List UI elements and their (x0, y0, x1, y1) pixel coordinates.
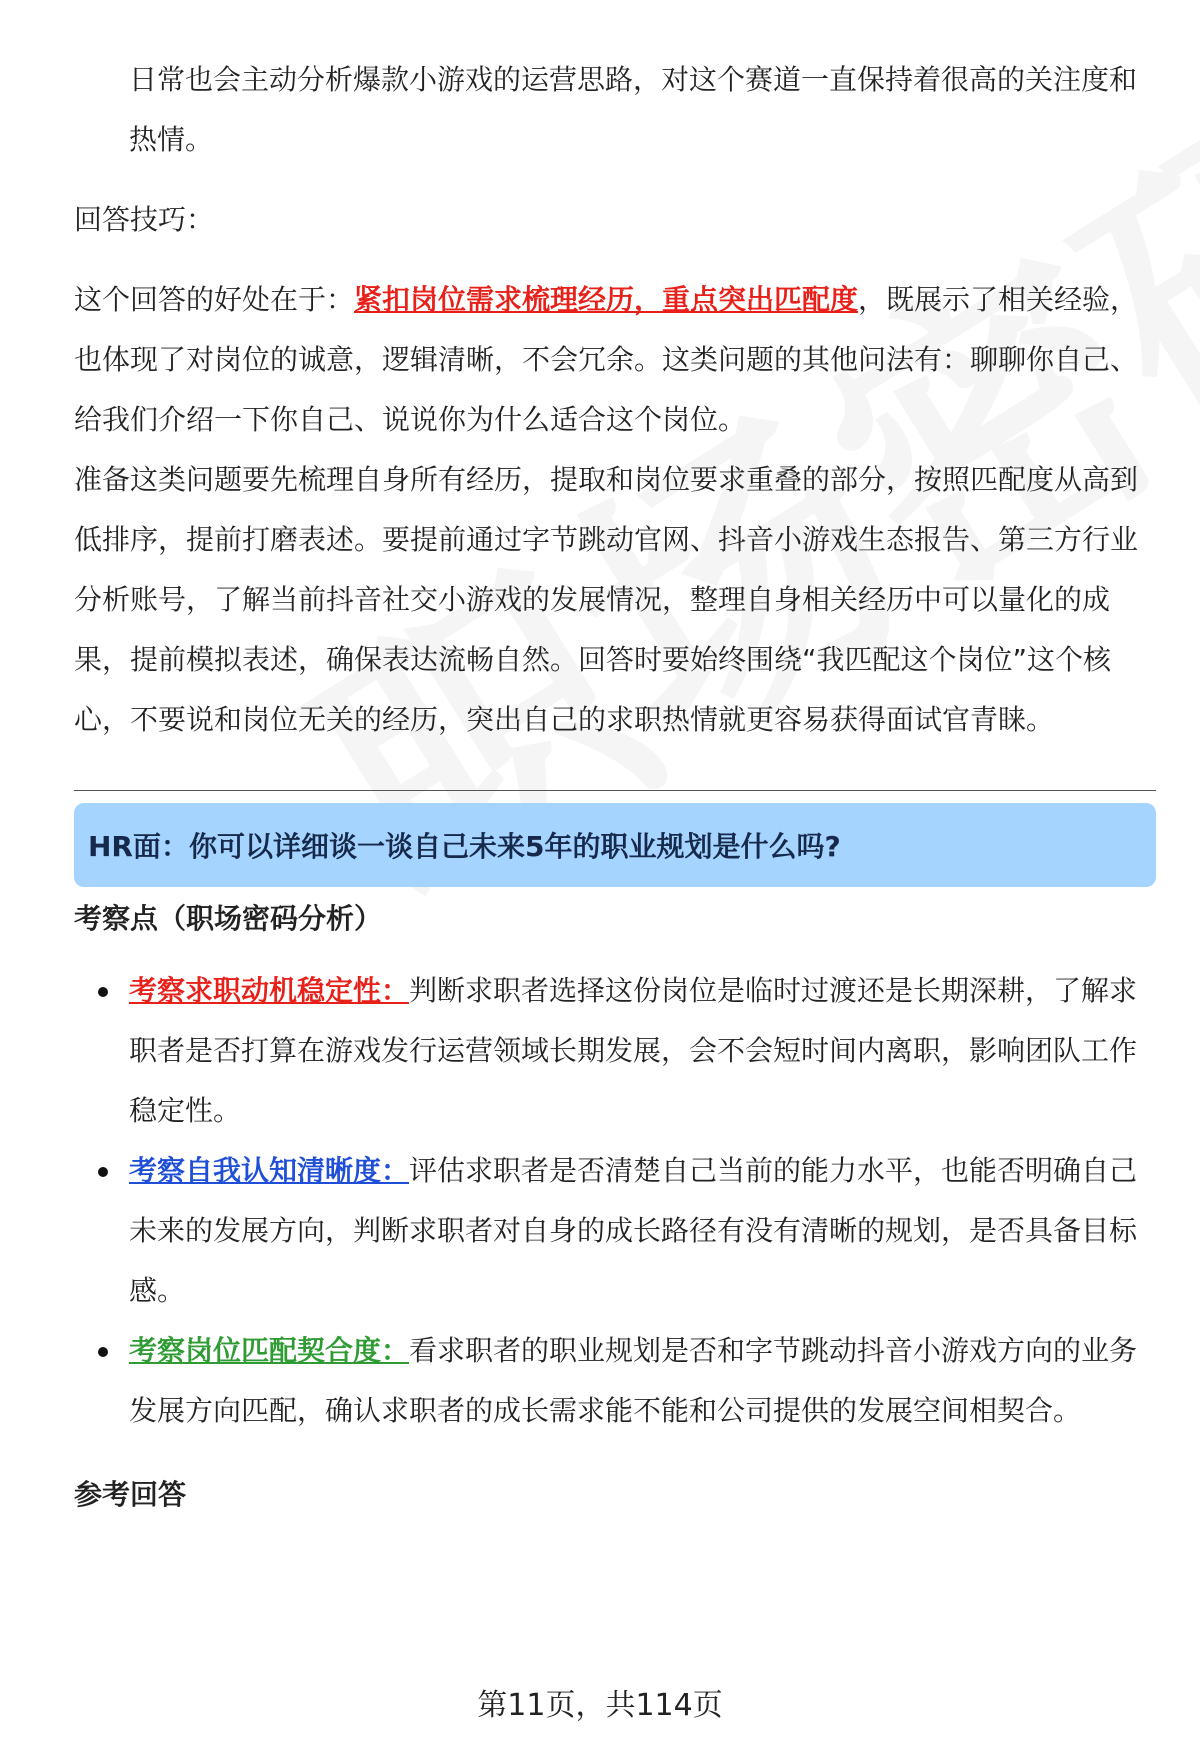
tips-suffix: ，既展示了相关经验，也体现了对岗位的诚意，逻辑清晰，不会冗余。这类问题的其他问法有：聊聊你自己、给我们介绍一下你自己、说说你为什么适合这个岗位。 (74, 283, 1139, 436)
tips-heading: 回答技巧： (74, 203, 215, 236)
tips-prefix: 这个回答的好处在于： (74, 283, 355, 316)
page-content (74, 50, 1156, 1525)
exam-point-text: 看求职者的职业规划是否和字节跳动抖音小游戏方向的业务发展方向匹配，确认求职者的成长需求能不能和公司提供的发展空间相契合。 (129, 1334, 1138, 1427)
exam-point-text: 评估求职者是否清楚自己当前的能力水平，也能否明确自己未来的发展方向，判断求职者对自身的成长路径有没有清晰的规划，是否具备目标感。 (129, 1154, 1138, 1307)
exam-point-motivation (74, 961, 1156, 1141)
page-number: 第11页，共114页 (477, 1688, 723, 1723)
exam-point-self-awareness (74, 1141, 1156, 1321)
reference-answer-heading: 参考回答 (74, 1478, 187, 1511)
bullet-icon (98, 987, 108, 997)
exam-points-heading: 考察点（职场密码分析） (74, 902, 383, 935)
exam-point-title: 考察岗位匹配契合度： (129, 1334, 410, 1367)
section-divider (74, 790, 1156, 791)
tips-paragraph-1 (74, 270, 1156, 450)
exam-points-list (74, 961, 1156, 1441)
exam-point-title: 考察自我认知清晰度： (129, 1154, 410, 1187)
bullet-icon (98, 1347, 108, 1357)
bullet-icon (98, 1167, 108, 1177)
question-text: HR面：你可以详细谈一谈自己未来5年的职业规划是什么吗? (88, 830, 841, 863)
tips-paragraph-2: 准备这类问题要先梳理自身所有经历，提取和岗位要求重叠的部分，按照匹配度从高到低排序，提前打磨表述。要提前通过字节跳动官网、抖音小游戏生态报告、第三方行业分析账号，了解当前抖音社交小游戏的发展情况，整理自身相关经历中可以量化的成果，提前模拟表述，确保表达流畅自然。回答时要始终围绕“我匹配这个岗位”这个核心，不要说和岗位无关的经历，突出自己的求职热情就更容易获得面试官青睐。 (74, 463, 1139, 736)
tips-highlight: 紧扣岗位需求梳理经历，重点突出匹配度 (354, 283, 859, 316)
exam-point-job-fit (74, 1321, 1156, 1441)
exam-point-text: 判断求职者选择这份岗位是临时过渡还是长期深耕，了解求职者是否打算在游戏发行运营领域长期发展，会不会短时间内离职，影响团队工作稳定性。 (129, 974, 1138, 1127)
question-banner (74, 803, 1156, 887)
intro-tail-paragraph: 日常也会主动分析爆款小游戏的运营思路，对这个赛道一直保持着很高的关注度和热情。 (129, 63, 1138, 156)
exam-point-title: 考察求职动机稳定性： (129, 974, 410, 1007)
